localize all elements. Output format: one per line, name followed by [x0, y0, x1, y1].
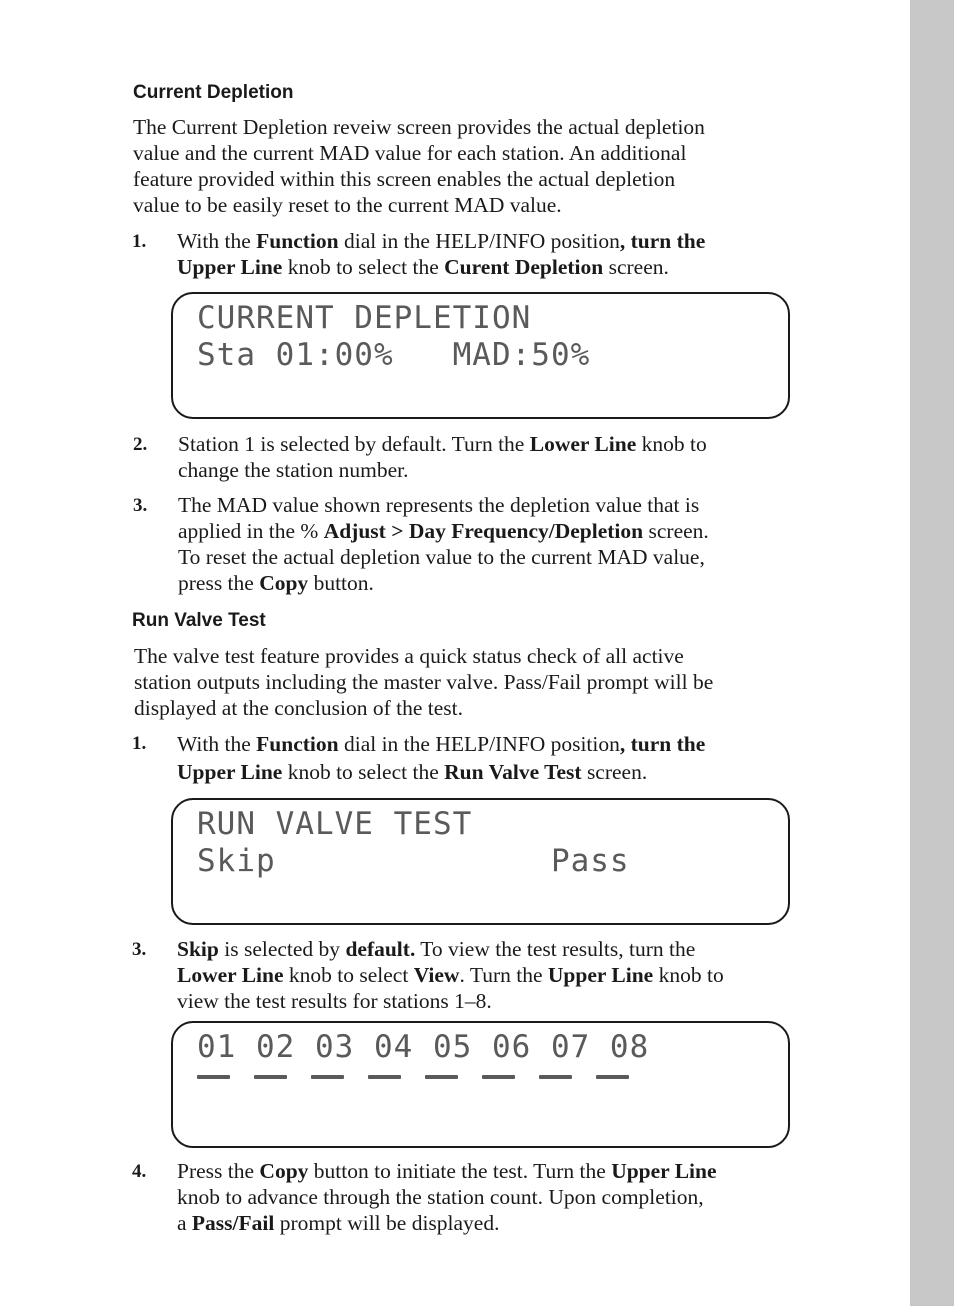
lcd-line-1: RUN VALVE TEST	[197, 806, 473, 842]
step-number: 3.	[133, 495, 148, 516]
lcd-station-numbers: 01 02 03 04 05 06 07 08	[197, 1029, 650, 1065]
intro-line: value and the current MAD value for each station. An additional	[133, 141, 687, 165]
step-number: 1.	[132, 733, 147, 754]
intro-line: displayed at the conclusion of the test.	[134, 696, 463, 720]
section-heading-current-depletion: Current Depletion	[133, 82, 294, 103]
station-result-placeholders	[197, 1075, 629, 1079]
section-heading-run-valve-test: Run Valve Test	[132, 610, 266, 631]
lcd-valve-results	[171, 1021, 790, 1148]
step-number: 3.	[132, 939, 147, 960]
result-dash	[197, 1075, 230, 1079]
result-dash	[254, 1075, 287, 1079]
lcd-run-valve-test	[171, 798, 790, 925]
current-depletion-intro	[133, 114, 705, 218]
lcd-line-1: CURRENT DEPLETION	[197, 300, 532, 336]
result-dash	[368, 1075, 401, 1079]
step-number: 4.	[132, 1161, 147, 1182]
lcd-line-2: Skip Pass	[197, 843, 630, 879]
result-dash	[539, 1075, 572, 1079]
step-number: 2.	[133, 434, 148, 455]
intro-line: The valve test feature provides a quick status check of all active	[134, 644, 684, 668]
result-dash	[482, 1075, 515, 1079]
intro-line: The Current Depletion reveiw screen provides the actual depletion	[133, 115, 705, 139]
step-text: Press the Copy button to initiate the test. Turn the Upper Line knob to advance through the station count. Upon completion, a Pass/Fail prompt will be displayed.	[177, 1159, 717, 1235]
lcd-line-2: Sta 01:00% MAD:50%	[197, 337, 591, 373]
run-valve-test-intro	[134, 643, 713, 721]
lcd-current-depletion	[171, 292, 790, 419]
step-text: Station 1 is selected by default. Turn the Lower Line knob to change the station number.	[178, 432, 707, 482]
result-dash	[596, 1075, 629, 1079]
intro-line: value to be easily reset to the current MAD value.	[133, 193, 562, 217]
step-text: With the Function dial in the HELP/INFO position, turn the Upper Line knob to select the Curent Depletion screen.	[177, 229, 706, 279]
step-number: 1.	[132, 231, 147, 252]
intro-line: station outputs including the master valve. Pass/Fail prompt will be	[134, 670, 714, 694]
result-dash	[311, 1075, 344, 1079]
step-text: Skip is selected by default. To view the test results, turn the Lower Line knob to select View. Turn the Upper Line knob to view the test results for stations 1–8.	[177, 937, 724, 1013]
step-text: The MAD value shown represents the depletion value that is applied in the % Adjust > Day Frequency/Depletion screen. To reset the actual depletion value to the current MAD value, press the Copy button.	[178, 493, 709, 595]
step-text: With the Function dial in the HELP/INFO position, turn the Upper Line knob to select the Run Valve Test screen.	[177, 732, 706, 784]
intro-line: feature provided within this screen enables the actual depletion	[133, 167, 676, 191]
page-edge-tab	[910, 0, 954, 1306]
result-dash	[425, 1075, 458, 1079]
